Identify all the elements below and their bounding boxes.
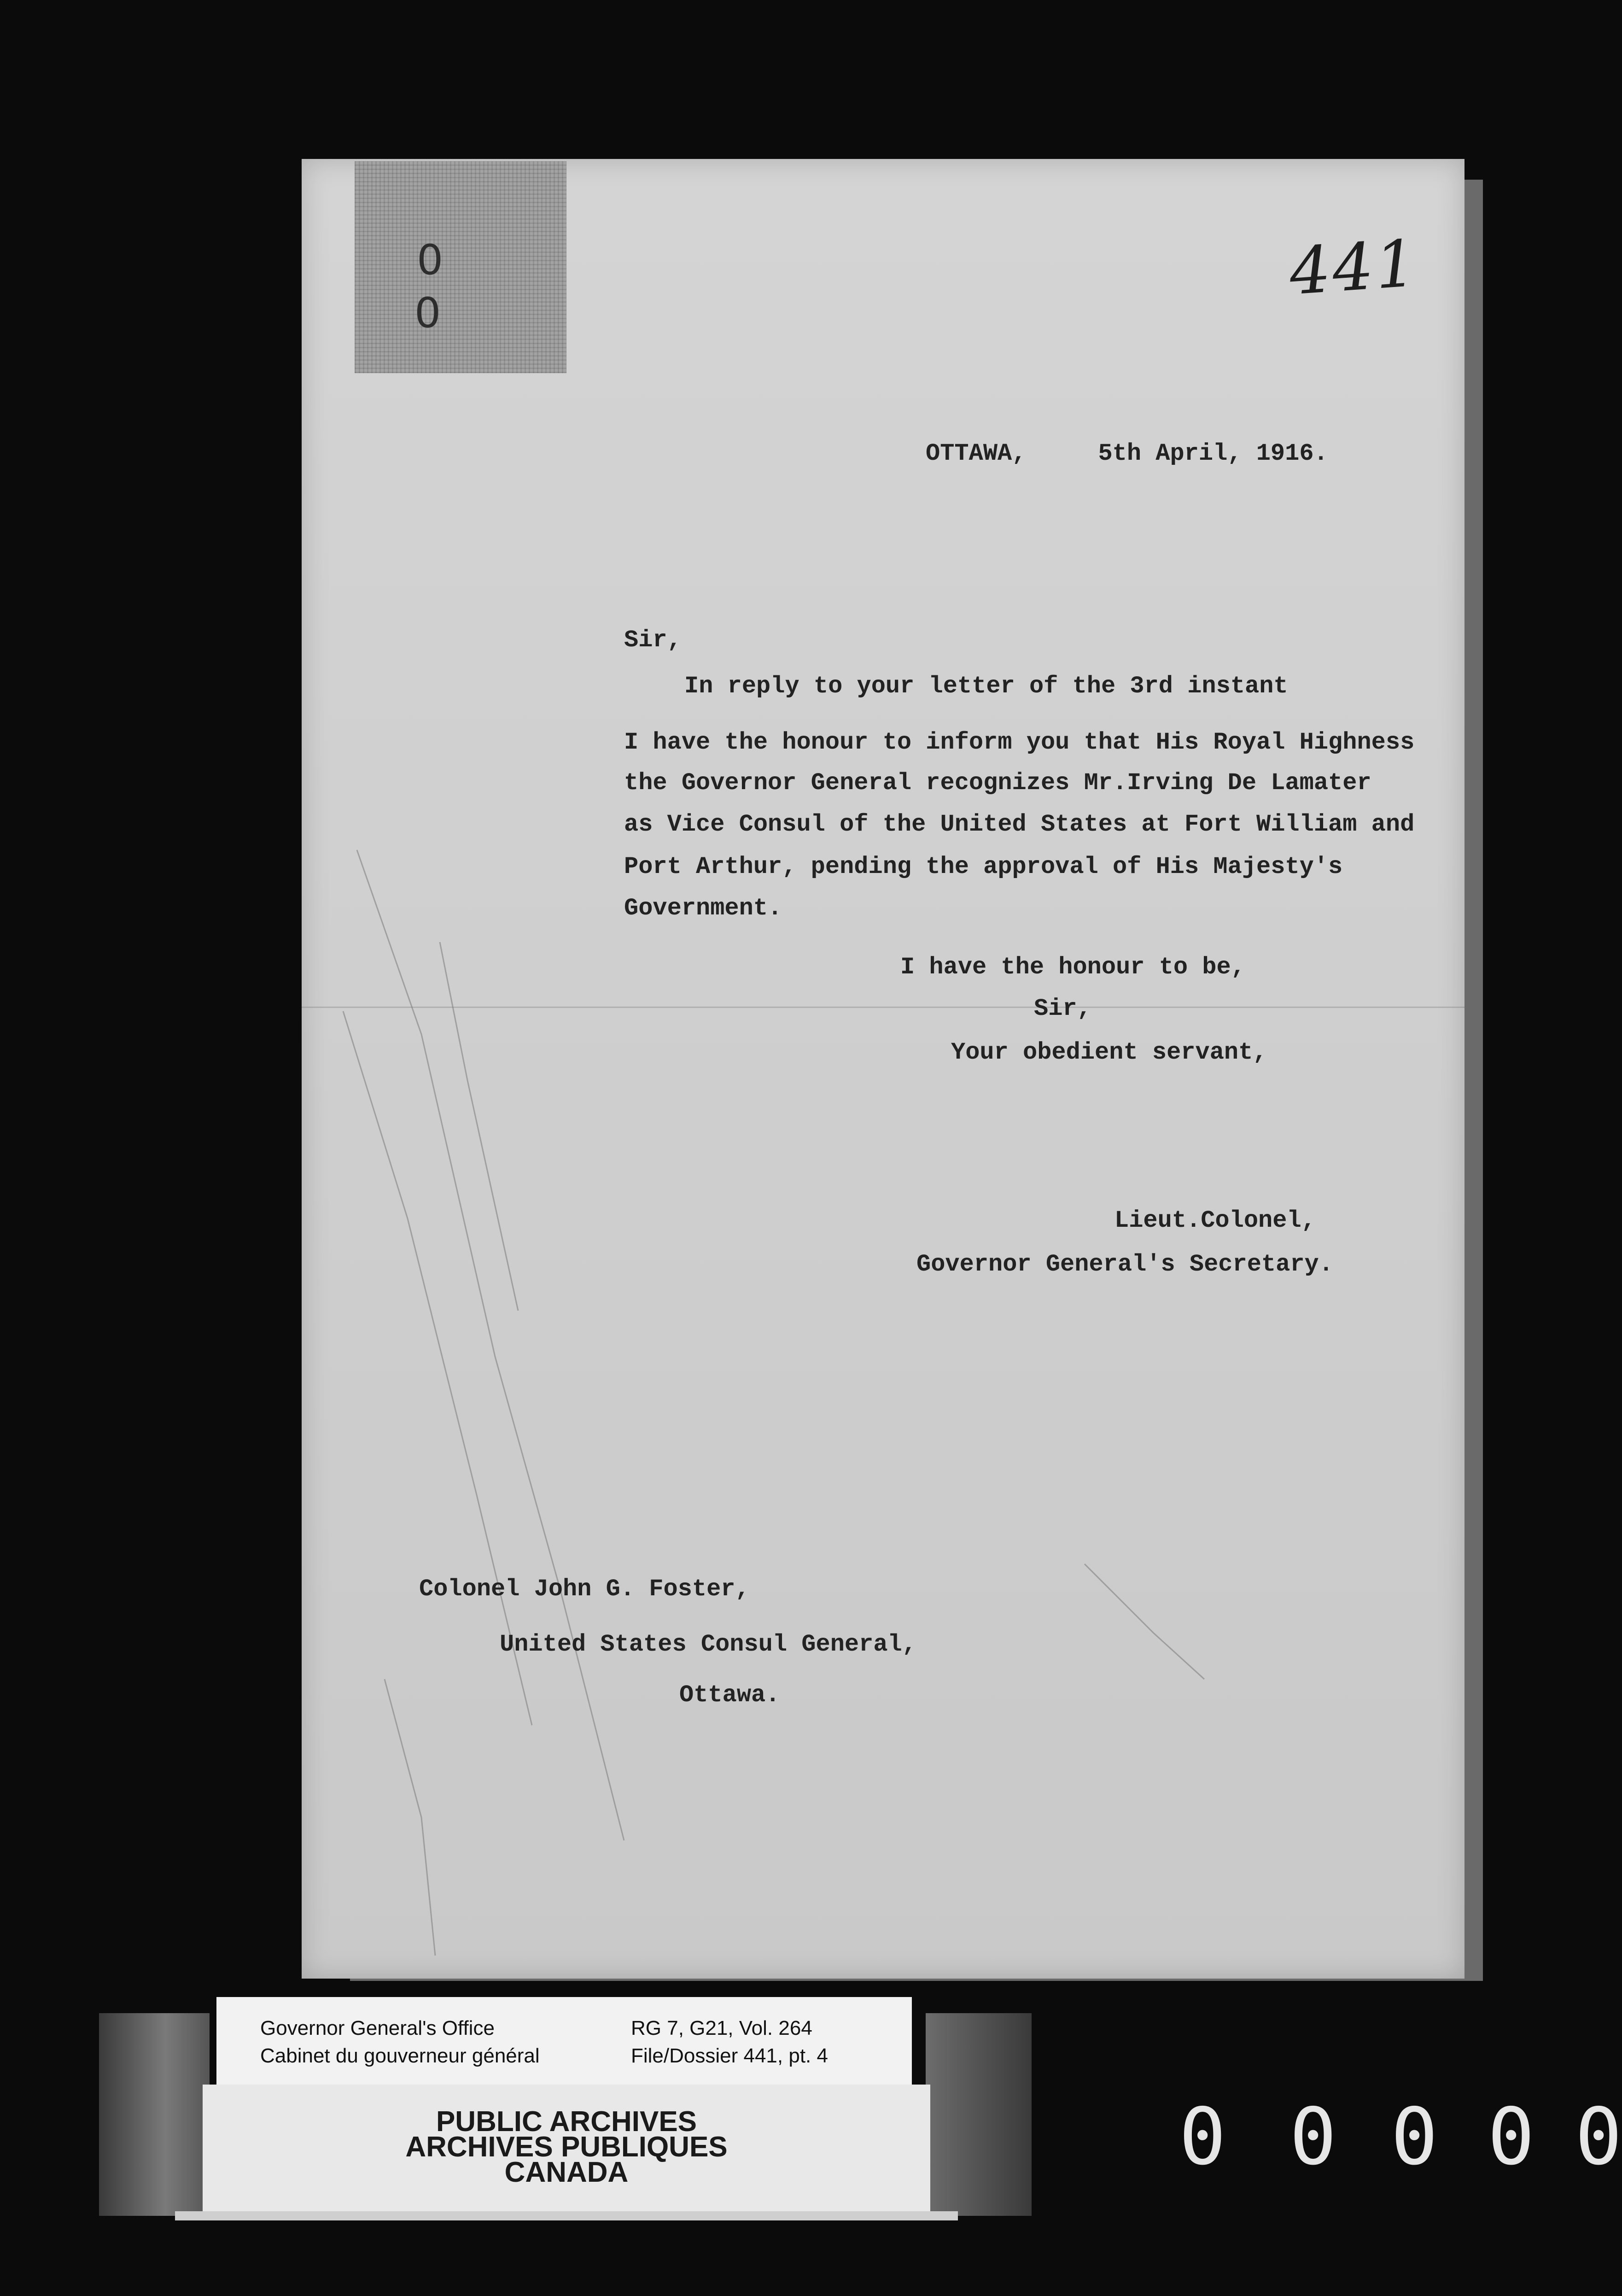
body-line: the Governor General recognizes Mr.Irving De Lamater — [624, 769, 1371, 797]
office-name-en: Governor General's Office — [260, 2017, 495, 2039]
tab-mark: 0 — [414, 289, 441, 337]
tab-mark: 0 — [417, 236, 443, 284]
signature-office: Governor General's Secretary. — [916, 1251, 1333, 1278]
closing-line: Your obedient servant, — [951, 1039, 1267, 1066]
archive-reference-label — [216, 1997, 912, 2089]
record-group-reference: RG 7, G21, Vol. 264 — [631, 2017, 812, 2039]
body-line: Government. — [624, 895, 782, 922]
public-archives-stamp — [203, 2085, 930, 2214]
file-tab — [355, 161, 566, 373]
salutation: Sir, — [624, 627, 682, 654]
stamp-line: ARCHIVES PUBLIQUES — [405, 2131, 728, 2163]
handwritten-page-number: 441 — [1287, 226, 1421, 310]
frame-counter-digit: 0 — [1391, 2091, 1438, 2183]
stamp-line: PUBLIC ARCHIVES — [436, 2106, 697, 2138]
body-line: In reply to your letter of the 3rd instant — [613, 673, 1288, 700]
film-stub-right — [926, 2013, 1032, 2216]
label-base-bar — [175, 2211, 958, 2220]
closing-line: I have the honour to be, — [900, 954, 1245, 981]
frame-counter-digit: 0 — [1575, 2091, 1622, 2183]
office-name-fr: Cabinet du gouverneur général — [260, 2044, 540, 2067]
body-line: as Vice Consul of the United States at Fort William and — [624, 811, 1415, 838]
closing-line: Sir, — [1034, 995, 1091, 1022]
stamp-line: CANADA — [504, 2156, 629, 2188]
body-line: I have the honour to inform you that His Royal Highness — [624, 729, 1415, 756]
dateline: OTTAWA, 5th April, 1916. — [926, 440, 1328, 467]
film-stub-left — [99, 2013, 210, 2216]
addressee-city: Ottawa. — [679, 1681, 780, 1709]
frame-counter-digit: 0 — [1488, 2091, 1535, 2183]
addressee-name: Colonel John G. Foster, — [419, 1576, 750, 1603]
addressee-title: United States Consul General, — [500, 1631, 916, 1658]
paper-cracks — [302, 159, 1464, 1979]
signature-title: Lieut.Colonel, — [1114, 1207, 1316, 1234]
file-reference: File/Dossier 441, pt. 4 — [631, 2044, 828, 2067]
frame-counter-digit: 0 — [1289, 2091, 1337, 2183]
frame-counter-digit: 0 — [1179, 2091, 1226, 2183]
body-line: Port Arthur, pending the approval of His Majesty's — [624, 853, 1343, 880]
